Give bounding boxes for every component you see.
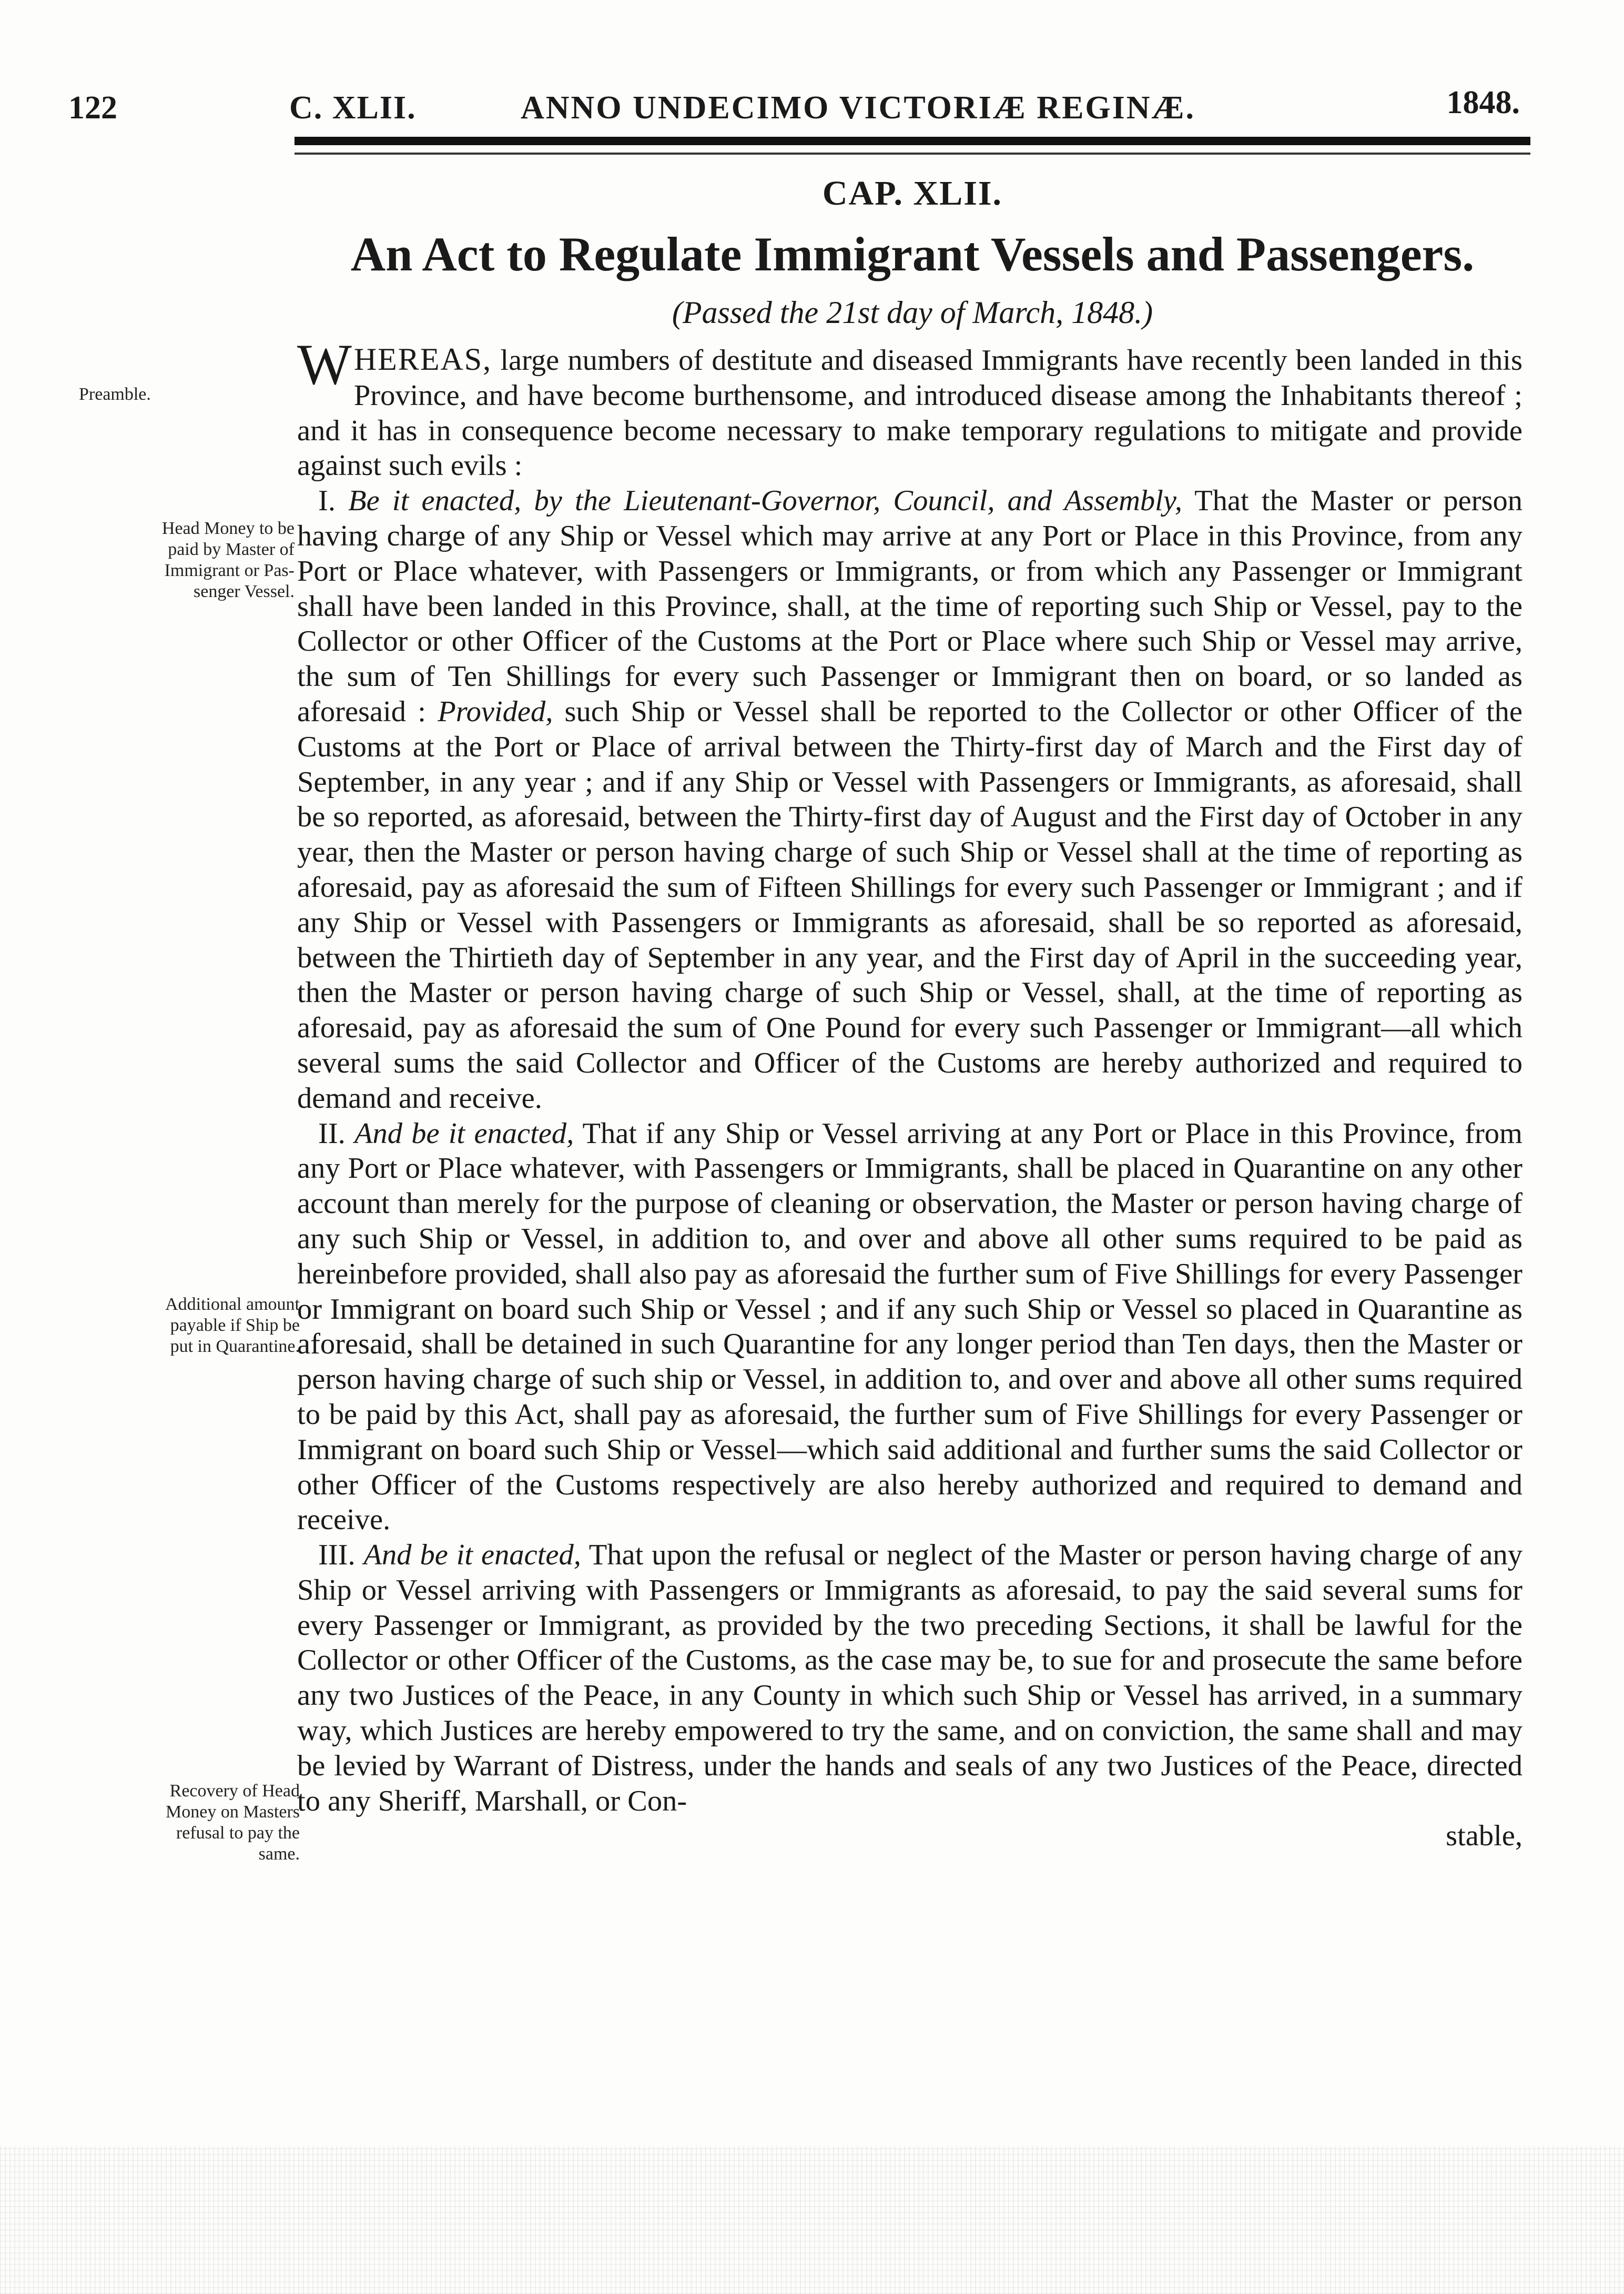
scan-artifact-band [0,2146,1624,2294]
section-number: I. [318,484,336,518]
section-text: That the Master or person having charge of any Ship or Vessel which may arrive at any Port or Place in this Province, from any Port or Place whatever, with Passengers or Immigrants, or from which any Passenger or Immigrant shall have been landed in this Province, shall, at the time of reporting such Ship or Vessel, pay to the Collector or other Officer of the Customs at the Port or Place where such Ship or Vessel may arrive, the sum of Ten Shillings for every such Passenger or Immigrant then on board, or so landed as aforesaid : [297,484,1522,728]
margin-note-preamble: Preamble. [79,385,151,404]
running-head-chapter: C. XLII. [289,90,417,126]
catchword: stable, [1446,1820,1522,1853]
margin-note-line: Money on Masters [166,1802,300,1822]
section-text: That if any Ship or Vessel arriving at any Port or Place in this Province, from any Port or Place whatever, with Passengers or Immigrants, shall be placed in Quarantine on any other account than merely for the purpose of cleaning or observation, the Master or person having charge of any such Ship or Vessel, in addition to, and over and above all other sums required to be paid as hereinbefore provided, shall also pay as aforesaid the further sum of Five Shillings for every Passenger or Immigrant on board such Ship or Vessel ; and if any such Ship or Vessel so placed in Quarantine as aforesaid, shall be detained in such Quarantine for any longer period than Ten days, then the Master or person having charge of such ship or Vessel, in addition to, and over and above all other sums required to be paid by this Act, shall pay as aforesaid, the further sum of Five Shillings for every Passenger or Immigrant on board such Ship or Vessel—which said additional and further sums the said Collector or other Officer of the Customs respectively are also hereby authorized and required to demand and receive. [297,1117,1523,1537]
section-number: III. [318,1539,356,1572]
act-body [297,332,1523,1854]
margin-note-line: Additional amount [165,1295,300,1314]
section-1-paragraph [297,483,1522,1116]
margin-note-line: senger Vessel. [194,582,295,601]
margin-note-line: put in Quarantine. [170,1337,300,1356]
passed-date: (Passed the 21st day of March, 1848.) [672,295,1153,330]
margin-note-line: paid by Master of [168,540,295,559]
margin-note-line: Recovery of Head [169,1781,300,1801]
running-head-year: 1848. [1446,85,1520,120]
margin-note-line: same. [258,1844,300,1864]
section-text: such Ship or Vessel shall be reported to the Collector or other Officer of the Customs at the Port or Place of arrival between the Thirty-first day of March and the First day of September, in any year ; and if any Ship or Vessel with Passengers or Immigrants, as aforesaid, shall be so reported, as aforesaid, between the Thirty-first day of August and the First day of October in any year, then the Master or person having charge of such Ship or Vessel shall at the time of reporting as aforesaid, pay as aforesaid the sum of Fifteen Shillings for every such Passenger or Immigrant ; and if any Ship or Vessel with Passengers or Immigrants as aforesaid, shall be so reported as aforesaid, between the Thirtieth day of September in any year, and the First day of April in the succeeding year, then the Master or person having charge of such Ship or Vessel, shall, at the time of reporting as aforesaid, pay as aforesaid the sum of One Pound for every such Passenger or Immigrant—all which several sums the said Collector and Officer of the Customs are hereby authorized and required to demand and receive. [297,695,1522,1115]
section-2-paragraph [297,1116,1522,1538]
drop-cap-rest: HEREAS, [353,342,492,377]
section-3-paragraph [297,1538,1522,1854]
chapter-heading: CAP. XLII. [822,174,1003,213]
running-head [68,84,1541,137]
preamble-text: large numbers of destitute and diseased Immigrants have recently been landed in this Province, and have become burthensome, and introduced disease among the Inhabitants thereof ; and it has in consequence become necessary to make temporary regulations to mitigate and provide against such evils : [297,344,1522,482]
enacting-clause: And be it enacted, [354,1117,574,1150]
enacting-clause: Be it enacted, by the Lieutenant-Governor, Council, and Assembly, [348,484,1182,518]
act-title: An Act to Regulate Immigrant Vessels and Passengers. [350,227,1475,281]
enacting-clause: And be it enacted, [363,1539,581,1572]
section-number: II. [318,1117,346,1150]
page-number: 122 [68,90,117,126]
margin-note-line: Immigrant or Pas- [164,561,295,580]
margin-note-additional-amount [79,1294,300,1357]
header-rule-thin [295,153,1530,155]
margin-note-line: refusal to pay the [176,1823,300,1843]
margin-note-line: payable if Ship be [170,1316,300,1335]
header-rule-thick [295,137,1530,145]
section-text: That upon the refusal or neglect of the Master or person having charge of any Ship or Vessel arriving with Passengers or Immigrants as aforesaid, to pay the said several sums for every Passenger or Immigrant, as provided by the two preceding Sections, it shall be lawful for the Collector or other Officer of the Customs, as the case may be, to sue for and prosecute the same before any two Justices of the Peace, in any County in which such Ship or Vessel has arrived, in a summary way, which Justices are hereby empowered to try the same, and on conviction, the same shall and may be levied by Warrant of Distress, under the hands and seals of any two Justices of the Peace, directed to any Sheriff, Marshall, or Con- [297,1539,1522,1817]
margin-note-head-money [79,518,295,602]
drop-cap: W [297,332,352,397]
running-head-title: ANNO UNDECIMO VICTORIÆ REGINÆ. [521,90,1196,126]
margin-note-recovery [79,1781,300,1865]
preamble-paragraph [297,332,1522,483]
proviso: Provided, [438,695,553,728]
margin-note-line: Head Money to be [161,519,295,538]
